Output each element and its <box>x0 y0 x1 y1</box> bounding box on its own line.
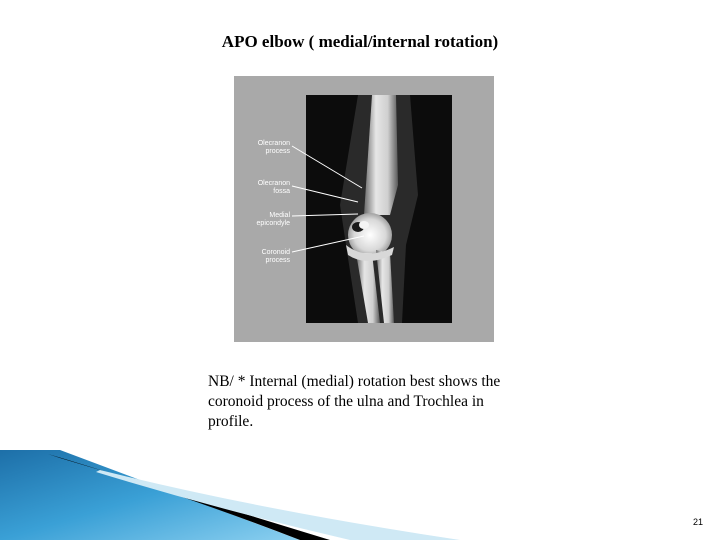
label-coronoid-process: Coronoid process <box>261 249 290 264</box>
slide-title: APO elbow ( medial/internal rotation) <box>221 32 499 51</box>
label-leader-lines <box>234 76 494 342</box>
xray-figure <box>234 76 494 342</box>
label-medial-epicondyle: Medial epicondyle <box>256 212 290 227</box>
page-number: 21 <box>692 517 703 527</box>
label-olecranon-fossa: Olecranon fossa <box>257 180 290 195</box>
decorative-swoosh <box>0 450 460 540</box>
slide-caption: NB/ * Internal (medial) rotation best shows the coronoid process of the ulna and Trochlea in profile. <box>208 373 501 430</box>
label-olecranon-process: Olecranon process <box>257 140 290 155</box>
